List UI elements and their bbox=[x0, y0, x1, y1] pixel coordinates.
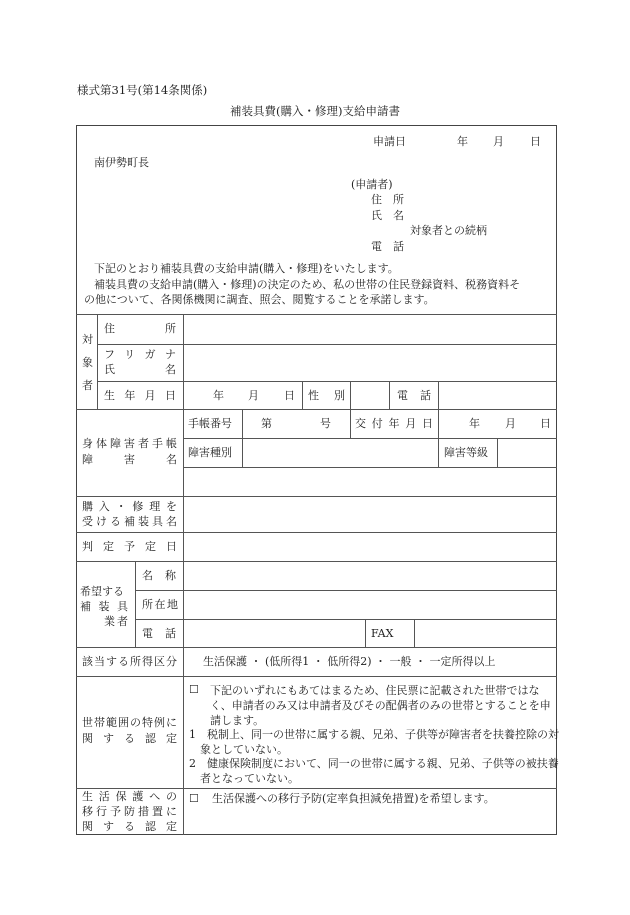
vrule-provider-group bbox=[135, 561, 136, 647]
welfare-text: 生活保護への移行予防(定率負担減免措置)を希望します。 bbox=[212, 792, 495, 805]
vrule-fax-label-left bbox=[365, 619, 366, 647]
rule-handbook-end bbox=[76, 496, 557, 497]
applicant-address-label: 住 所 bbox=[371, 193, 404, 206]
welfare-checkbox[interactable] bbox=[189, 792, 199, 806]
income-category-options: 生活保護 ・ (低所得1 ・ 低所得2) ・ 一般 ・ 一定所得以上 bbox=[203, 655, 496, 668]
vrule-handbook-2 bbox=[350, 409, 351, 438]
device-label-2: 受ける補装具名 bbox=[82, 515, 177, 528]
provider-group-line-3: 業者 bbox=[104, 615, 128, 628]
subject-dob-day: 日 bbox=[284, 389, 295, 402]
special-household-item-1: 1 税制上、同一の世帯に属する親、兄弟、子供等が障害者を扶養控除の対象としていない。 bbox=[189, 728, 559, 756]
vrule-phone-label bbox=[389, 381, 390, 409]
issue-month-label: 月 bbox=[505, 417, 516, 430]
welfare-label-3: 関する認定 bbox=[82, 820, 177, 833]
judgement-date-label: 判定予定日 bbox=[82, 540, 177, 553]
rule-subject-end bbox=[76, 409, 557, 410]
provider-name-label: 名称 bbox=[142, 569, 176, 582]
form-title: 補装具費(購入・修理)支給申請書 bbox=[230, 104, 400, 118]
subject-group-char-1: 対 bbox=[82, 333, 93, 346]
applicant-name-label: 氏 名 bbox=[371, 209, 404, 222]
vrule-handbook-3 bbox=[438, 409, 439, 467]
rule-provider-2 bbox=[135, 619, 557, 620]
checkbox-glyph: ☐ bbox=[189, 792, 199, 805]
provider-group-line-2: 補装具 bbox=[80, 600, 128, 613]
special-household-label-2: 関する認定 bbox=[82, 732, 177, 745]
checkbox-glyph: ☐ bbox=[189, 683, 199, 696]
vrule-handbook-4 bbox=[497, 438, 498, 467]
rule-income-end bbox=[76, 676, 557, 677]
vrule-dob-sex bbox=[302, 381, 303, 409]
subject-address-label: 住所 bbox=[104, 322, 176, 335]
vrule-subject-group bbox=[97, 314, 98, 409]
device-label-1: 購入・修理を bbox=[82, 500, 177, 513]
form-number: 様式第31号(第14条関係) bbox=[77, 83, 208, 97]
handbook-number-label: 手帳番号 bbox=[188, 417, 232, 430]
subject-sex-label: 性別 bbox=[308, 389, 345, 402]
welfare-label-1: 生活保護への bbox=[82, 790, 177, 803]
issue-day-label: 日 bbox=[540, 417, 551, 430]
consent-statement-2b: の他について、各関係機関に調査、照会、閲覧することを承諾します。 bbox=[84, 293, 435, 306]
issue-year-label: 年 bbox=[469, 417, 480, 430]
issue-date-label: 交付年月日 bbox=[355, 417, 433, 430]
rule-handbook-2 bbox=[183, 467, 557, 468]
application-month-label: 月 bbox=[493, 135, 504, 148]
rule-provider-end bbox=[76, 647, 557, 648]
handbook-number-go: 号 bbox=[320, 417, 331, 430]
consent-statement-2a: 補装具費の支給申請(購入・修理)の決定のため、私の世帯の住民登録資料、税務資料そ bbox=[94, 278, 521, 291]
rule-provider-1 bbox=[135, 590, 557, 591]
vrule-label-column bbox=[183, 314, 184, 835]
applicant-label: (申請者) bbox=[351, 178, 393, 191]
rule-device-end bbox=[76, 532, 557, 533]
rule-header-end bbox=[76, 314, 557, 315]
consent-statement-1: 下記のとおり補装具費の支給申請(購入・修理)をいたします。 bbox=[94, 262, 399, 275]
rule-handbook-1 bbox=[183, 438, 557, 439]
rule-subject-1 bbox=[97, 344, 557, 345]
rule-subject-2 bbox=[97, 381, 557, 382]
provider-phone-label: 電話 bbox=[142, 627, 176, 640]
rule-special-end bbox=[76, 788, 557, 789]
disability-name-label: 障害名 bbox=[82, 453, 177, 466]
special-household-item-2: 2 健康保険制度において、同一の世帯に属する親、兄弟、子供等の被扶養者となっていない。 bbox=[189, 757, 559, 785]
provider-group-line-1: 希望する bbox=[80, 585, 124, 598]
subject-name-label: 氏名 bbox=[104, 363, 176, 376]
subject-dob-month: 月 bbox=[248, 389, 259, 402]
subject-group-char-3: 者 bbox=[82, 379, 93, 392]
special-household-checkbox[interactable] bbox=[189, 683, 199, 697]
welfare-label-2: 移行予防措置に bbox=[82, 805, 177, 818]
addressee: 南伊勢町長 bbox=[94, 156, 149, 169]
subject-phone-label: 電話 bbox=[397, 389, 431, 402]
income-category-label: 該当する所得区分 bbox=[82, 655, 177, 668]
disability-grade-label: 障害等級 bbox=[444, 446, 488, 459]
handbook-label: 身体障害者手帳 bbox=[82, 437, 177, 450]
vrule-phone-value bbox=[438, 381, 439, 409]
special-household-label-1: 世帯範囲の特例に bbox=[82, 716, 177, 729]
vrule-handbook-1 bbox=[242, 409, 243, 467]
provider-location-label: 所在地 bbox=[142, 598, 178, 611]
subject-dob-year: 年 bbox=[213, 389, 224, 402]
subject-furigana-label: フリガナ bbox=[104, 348, 176, 361]
subject-dob-label: 生年月日 bbox=[104, 389, 176, 402]
subject-group-char-2: 象 bbox=[82, 356, 93, 369]
application-year-label: 年 bbox=[457, 135, 468, 148]
applicant-relation-label: 対象者との続柄 bbox=[410, 224, 487, 237]
vrule-sex-value bbox=[350, 381, 351, 409]
special-household-text: 下記のいずれにもあてはまるため、住民票に記載された世帯ではなく、申請者のみ又は申請者及びその配偶者のみの世帯とすることを申請します。 bbox=[210, 684, 551, 727]
rule-judgement-end bbox=[76, 561, 557, 562]
provider-fax-label: FAX bbox=[371, 627, 394, 640]
applicant-phone-label: 電 話 bbox=[371, 240, 404, 253]
application-date-label: 申請日 bbox=[373, 135, 406, 148]
application-day-label: 日 bbox=[530, 135, 541, 148]
vrule-fax-label-right bbox=[414, 619, 415, 647]
handbook-number-dai: 第 bbox=[261, 417, 272, 430]
disability-type-label: 障害種別 bbox=[188, 446, 232, 459]
